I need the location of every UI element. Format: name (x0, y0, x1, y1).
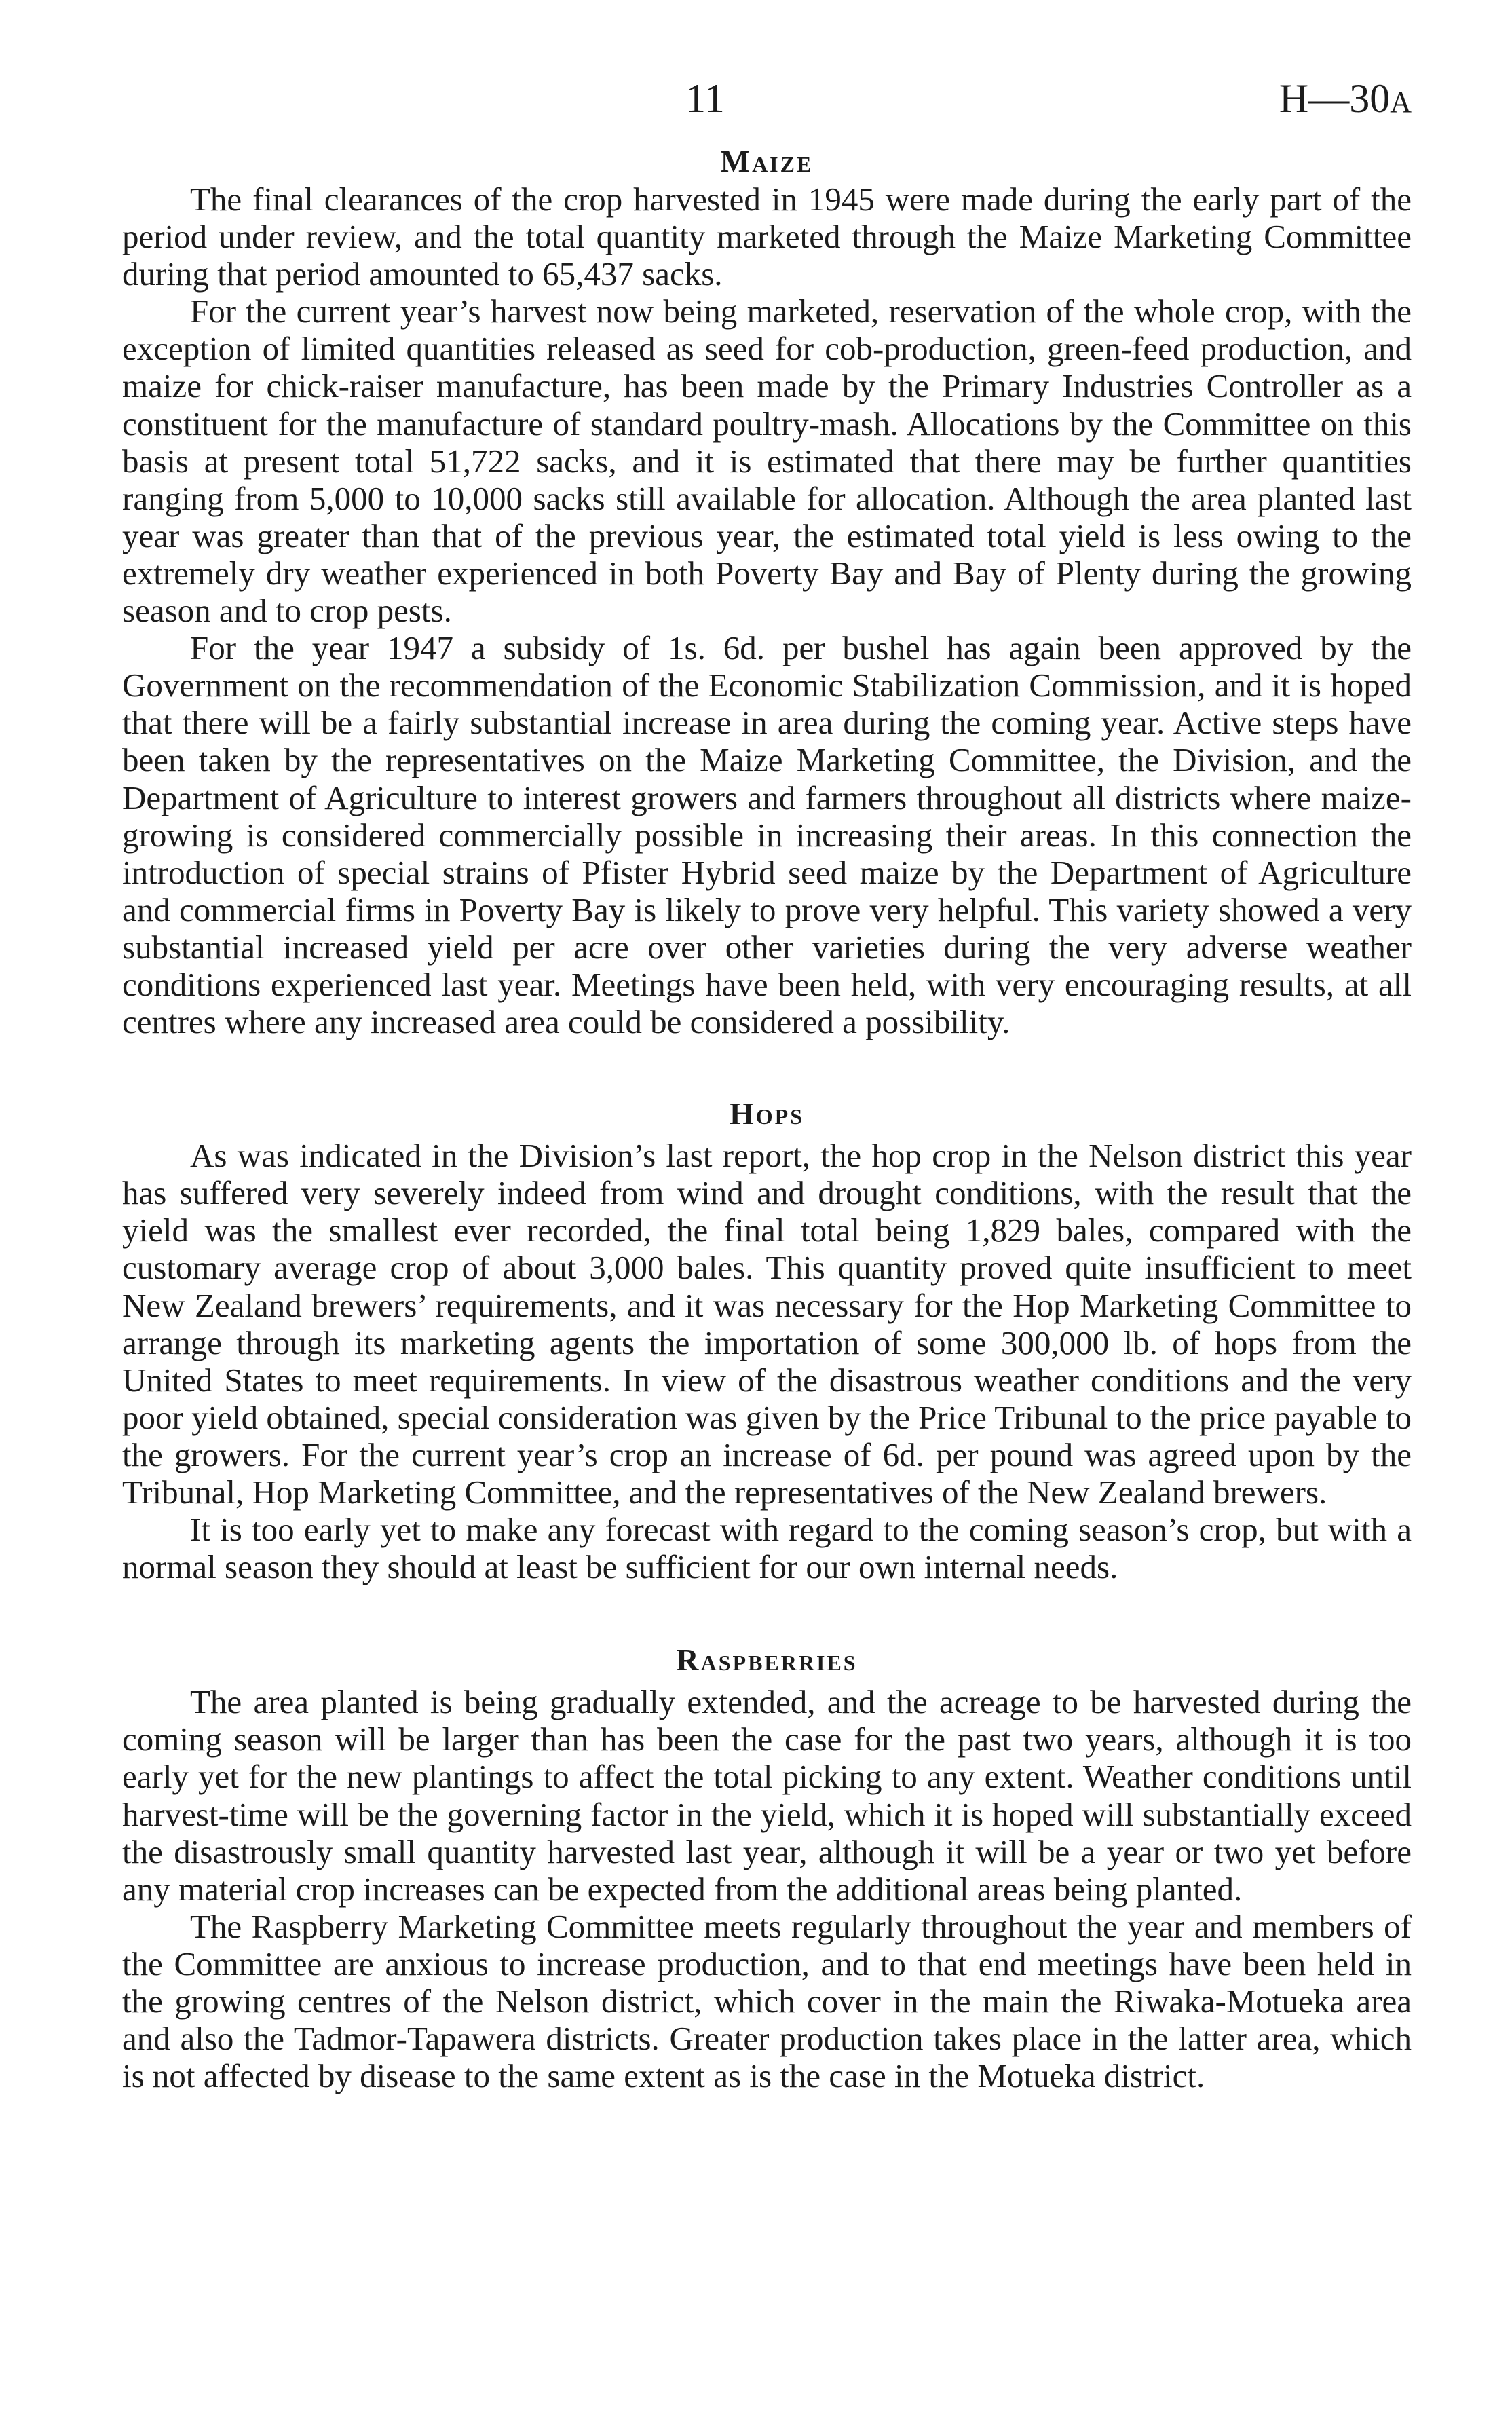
section-maize (122, 143, 1412, 1040)
paragraph: The final clearances of the crop harvested in 1945 were made during the early part of the period under review, and the total quantity marketed through the Maize Marketing Committee during that period amounted to 65,437 sacks. (122, 181, 1412, 293)
section-heading-raspberries: Raspberries (676, 1642, 858, 1678)
section-hops (122, 1095, 1412, 1585)
paragraph: The Raspberry Marketing Committee meets regularly throughout the year and members of the Committee are anxious to increase production, and to that end meetings have been held in the growing centres of the Nelson district, which cover in the main the Riwaka-Motueka area and also the Tadmor-Tapawera districts. Greater production takes place in the latter area, which is not affected by disease to the same extent as is the case in the Motueka district. (122, 1907, 1412, 2095)
document-reference-suffix: A (1390, 86, 1412, 119)
section-heading-maize: Maize (720, 144, 814, 178)
paragraph: The area planted is being gradually extended, and the acreage to be harvested during the coming season will be larger than has been the case for the past two years, although it is too early yet for the new plantings to affect the total picking to any extent. Weather conditions until harvest-time will be the governing factor in the yield, which it is hoped will substantially exceed the disastrously small quantity harvested last year, although it will be a year or two yet before any material crop increases can be expected from the additional areas being planted. (122, 1683, 1412, 1908)
document-reference-main: H—30 (1279, 76, 1391, 121)
page-header (122, 75, 1412, 143)
paragraph: For the year 1947 a subsidy of 1s. 6d. per bushel has again been approved by the Government on the recommendation of the Economic Stabilization Commission, and it is hoped that there will be a fairly substantial increase in area during the coming year. Active steps have been taken by the representatives on the Maize Marketing Committee, the Division, and the Department of Agriculture to interest growers and farmers throughout all districts where maize-growing is considered commercially possible in increasing their areas. In this connection the introduction of special strains of Pfister Hybrid seed maize by the Department of Agriculture and commercial firms in Poverty Bay is likely to prove very helpful. This variety showed a very substantial increased yield per acre over other varieties during the very adverse weather conditions experienced last year. Meetings have been held, with very encouraging results, at all centres where any increased area could be considered a possibility. (122, 629, 1412, 1041)
page-number: 11 (685, 76, 725, 121)
paragraph: For the current year’s harvest now being marketed, reservation of the whole crop, with the exception of limited quantities released as seed for cob-production, green-feed production, and maize for chick-raiser manufacture, has been made by the Primary Industries Controller as a constituent for the manufacture of standard poultry-mash. Allocations by the Committee on this basis at present total 51,722 sacks, and it is estimated that there may be further quantities ranging from 5,000 to 10,000 sacks still available for allocation. Although the area planted last year was greater than that of the previous year, the estimated total yield is less owing to the extremely dry weather experienced in both Poverty Bay and Bay of Plenty during the growing season and to crop pests. (122, 293, 1412, 630)
section-raspberries (122, 1641, 1412, 2094)
document-page (122, 75, 1412, 2094)
document-reference (1279, 75, 1412, 126)
section-heading-hops: Hops (729, 1096, 804, 1131)
paragraph: It is too early yet to make any forecast with regard to the coming season’s crop, but with a normal season they should at least be sufficient for our own internal needs. (122, 1511, 1412, 1586)
paragraph: As was indicated in the Division’s last report, the hop crop in the Nelson district this year has suffered very severely indeed from wind and drought conditions, with the result that the yield was the smallest ever recorded, the final total being 1,829 bales, compared with the customary average crop of about 3,000 bales. This quantity proved quite insufficient to meet New Zealand brewers’ requirements, and it was necessary for the Hop Marketing Committee to arrange through its marketing agents the importation of some 300,000 lb. of hops from the United States to meet requirements. In view of the disastrous weather conditions and the very poor yield obtained, special consideration was given by the Price Tribunal to the price payable to the growers. For the current year’s crop an increase of 6d. per pound was agreed upon by the Tribunal, Hop Marketing Committee, and the representatives of the New Zealand brewers. (122, 1137, 1412, 1511)
